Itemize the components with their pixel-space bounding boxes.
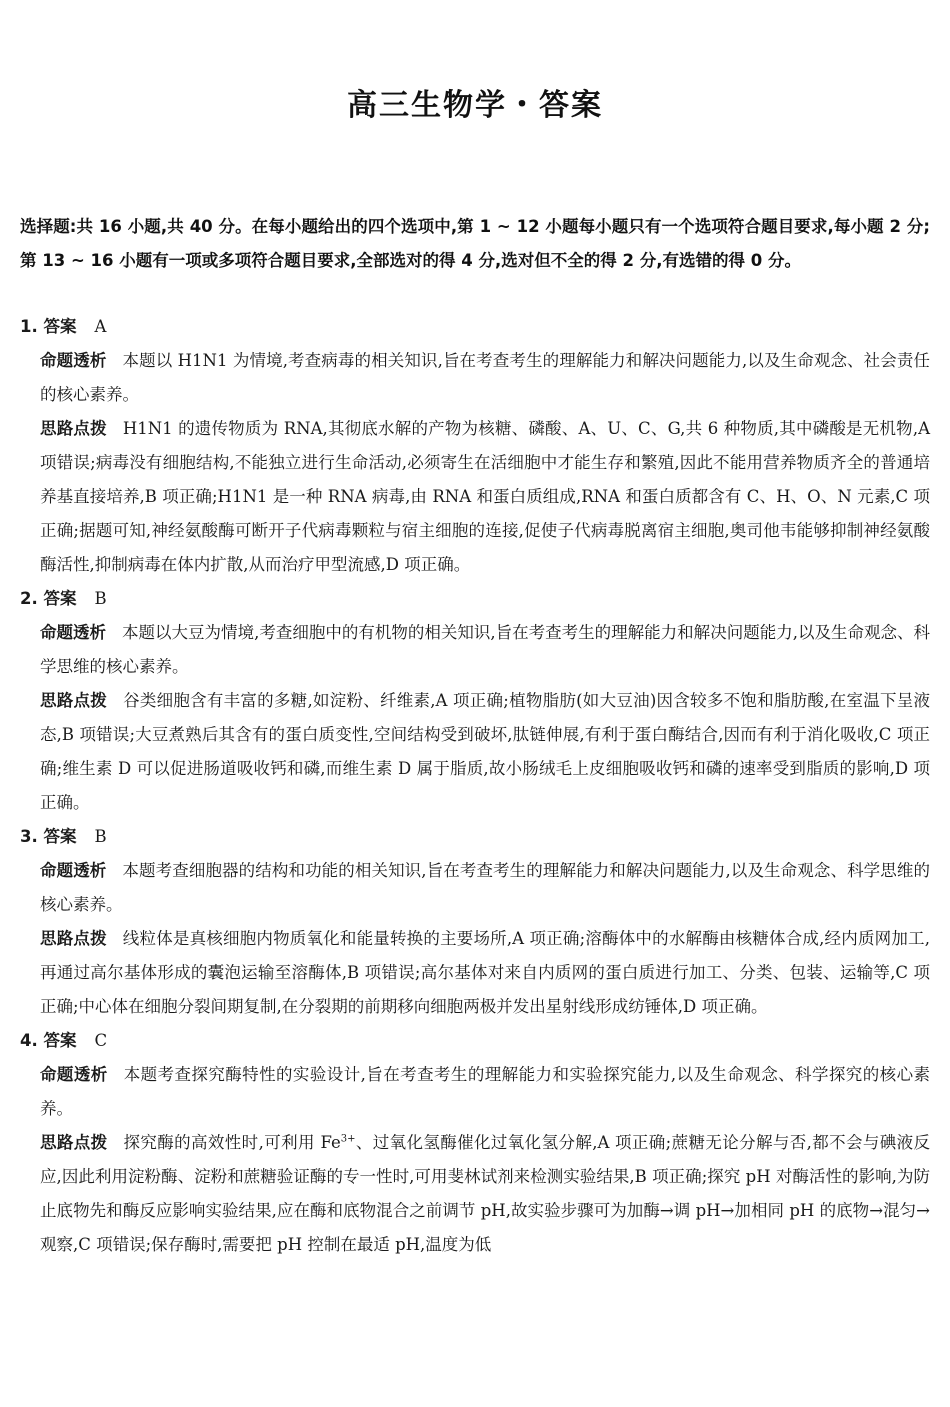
question-4 [20,1024,930,1262]
hint-superscript: 3+ [340,1133,356,1145]
question-number: 1. [20,317,38,336]
hint-label: 思路点拨 [40,1133,108,1152]
question-4-analysis [40,1058,930,1126]
analysis-text: 本题以 H1N1 为情境,考查病毒的相关知识,旨在考查考生的理解能力和解决问题能力,以及生命观念、社会责任的核心素养。 [40,351,931,404]
question-number: 4. [20,1031,38,1050]
hint-text: 线粒体是真核细胞内物质氧化和能量转换的主要场所,A 项正确;溶酶体中的水解酶由核糖体合成,经内质网加工,再通过高尔基体形成的囊泡运输至溶酶体,B 项错误;高尔基体对来自内质网的蛋白质进行加工、分类、包装、运输等,C 项正确;中心体在细胞分裂间期复制,在分裂期的前期移向细胞两极并发出星射线形成纺锤体,D 项正确。 [40,929,930,1016]
page-title: 高三生物学・答案 [347,88,603,123]
question-1-header [20,310,930,344]
analysis-label: 命题透析 [40,623,107,642]
section-intro: 选择题:共 16 小题,共 40 分。在每小题给出的四个选项中,第 1 ~ 12 小题每小题只有一个选项符合题目要求,每小题 2 分;第 13 ~ 16 小题有一项或多项符合题目要求,全部选对的得 4 分,选对但不全的得 2 分,有选错的得 0 分。 [20,217,930,270]
analysis-text: 本题考查细胞器的结构和功能的相关知识,旨在考查考生的理解能力和解决问题能力,以及生命观念、科学思维的核心素养。 [40,861,930,914]
question-1-hint [40,412,930,582]
hint-label: 思路点拨 [40,419,107,438]
question-2-analysis [40,616,930,684]
analysis-text: 本题以大豆为情境,考查细胞中的有机物的相关知识,旨在考查考生的理解能力和解决问题能力,以及生命观念、科学思维的核心素养。 [40,623,930,676]
answer-label: 答案 [43,589,77,608]
question-number: 3. [20,827,38,846]
answer-value: C [94,1031,108,1050]
question-3-header [20,820,930,854]
hint-text: 谷类细胞含有丰富的多糖,如淀粉、纤维素,A 项正确;植物脂肪(如大豆油)因含较多不饱和脂肪酸,在室温下呈液态,B 项错误;大豆煮熟后其含有的蛋白质变性,空间结构受到破坏,肽链伸展,有利于蛋白酶结合,因而有利于消化吸收,C 项正确;维生素 D 可以促进肠道吸收钙和磷,而维生素 D 属于脂质,故小肠绒毛上皮细胞吸收钙和磷的速率受到脂质的影响,D 项正确。 [40,691,930,812]
question-3 [20,820,930,1024]
analysis-label: 命题透析 [40,351,107,370]
hint-label: 思路点拨 [40,929,107,948]
hint-text-pre: 探究酶的高效性时,可利用 Fe [123,1133,341,1152]
hint-text: H1N1 的遗传物质为 RNA,其彻底水解的产物为核糖、磷酸、A、U、C、G,共 6 种物质,其中磷酸是无机物,A 项错误;病毒没有细胞结构,不能独立进行生命活动,必须寄生在活细胞中才能生存和繁殖,因此不能用营养物质齐全的普通培养基直接培养,B 项正确;H1N1 是一种 RNA 病毒,由 RNA 和蛋白质组成,RNA 和蛋白质都含有 C、H、O、N 元素,C 项正确;据题可知,神经氨酸酶可断开子代病毒颗粒与宿主细胞的连接,促使子代病毒脱离宿主细胞,奥司他韦能够抑制神经氨酸酶活性,抑制病毒在体内扩散,从而治疗甲型流感,D 项正确。 [40,419,931,574]
answer-value: A [94,317,107,336]
question-2 [20,582,930,820]
analysis-text: 本题考查探究酶特性的实验设计,旨在考查考生的理解能力和实验探究能力,以及生命观念、科学探究的核心素养。 [40,1065,931,1118]
analysis-label: 命题透析 [40,861,107,880]
answer-list [20,310,930,1262]
hint-text-post: 、过氧化氢酶催化过氧化氢分解,A 项正确;蔗糖无论分解与否,都不会与碘液反应,因此利用淀粉酶、淀粉和蔗糖验证酶的专一性时,可用斐林试剂来检测实验结果,B 项正确;探究 pH 对酶活性的影响,为防止底物先和酶反应影响实验结果,应在酶和底物混合之前调节 pH,故实验步骤可为加酶→调 pH→加相同 pH 的底物→混匀→观察,C 项错误;保存酶时,需要把 pH 控制在最适 pH,温度为低 [40,1133,930,1254]
analysis-label: 命题透析 [40,1065,108,1084]
answer-value: B [94,589,107,608]
question-1-analysis [40,344,930,412]
question-3-analysis [40,854,930,922]
hint-label: 思路点拨 [40,691,108,710]
question-3-hint [40,922,930,1024]
question-2-header [20,582,930,616]
answer-label: 答案 [43,317,77,336]
answer-label: 答案 [43,1031,77,1050]
question-4-header [20,1024,930,1058]
answer-value: B [94,827,107,846]
question-4-hint [40,1126,930,1262]
question-2-hint [40,684,930,820]
question-1 [20,310,930,582]
question-number: 2. [20,589,38,608]
answer-label: 答案 [43,827,77,846]
